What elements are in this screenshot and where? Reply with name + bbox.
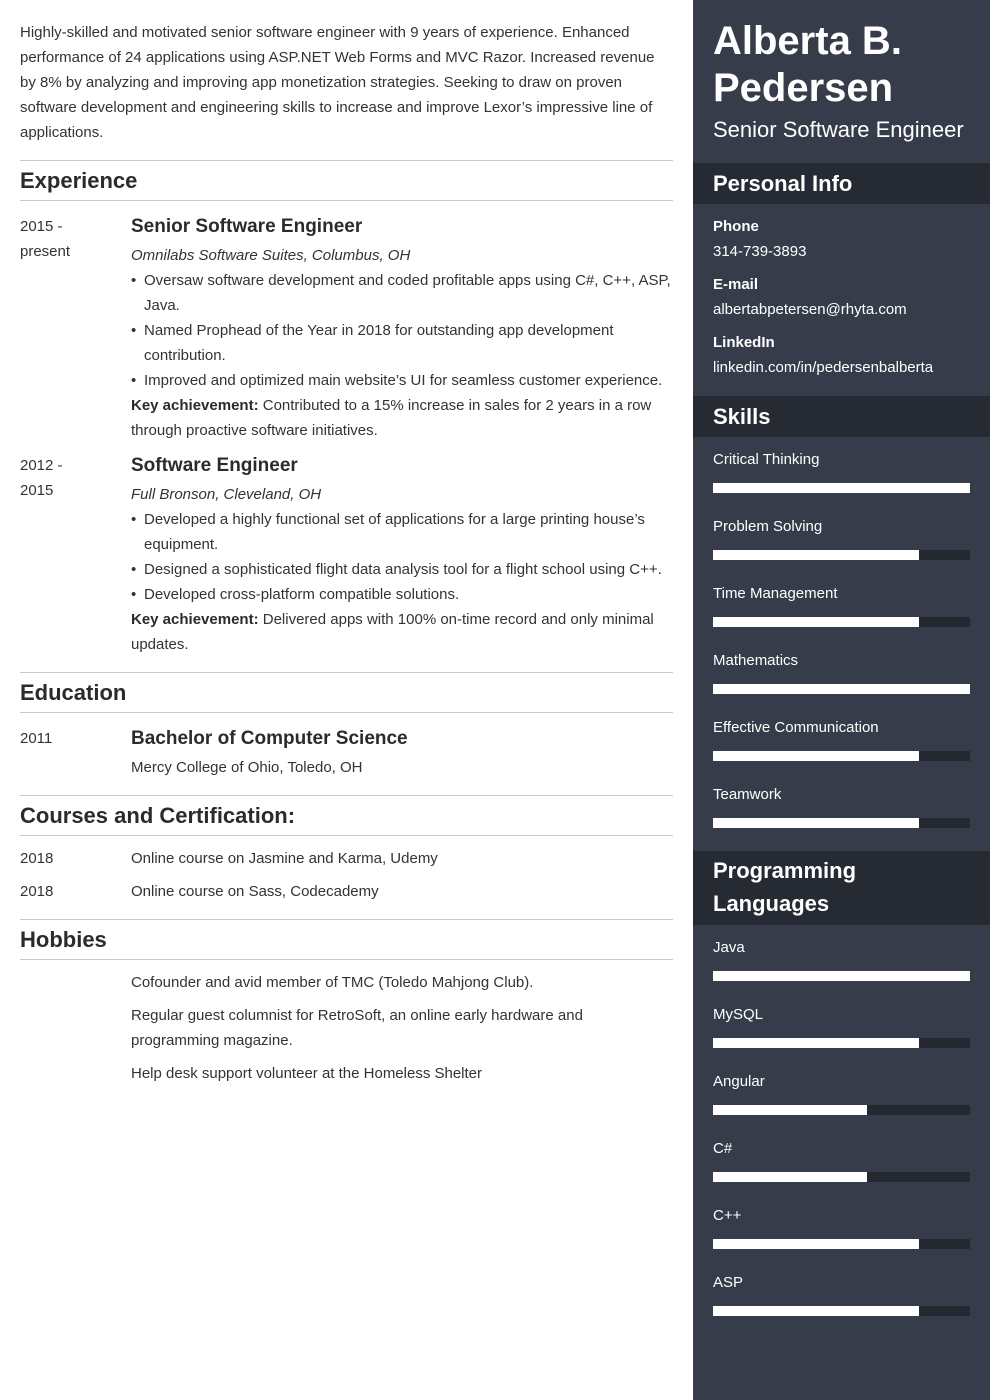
- experience-heading: Experience: [20, 160, 673, 201]
- skill-item: [693, 651, 990, 694]
- language-name: C++: [713, 1207, 742, 1224]
- language-bar-fill: [713, 971, 970, 981]
- language-name: MySQL: [713, 1006, 764, 1023]
- language-item: [693, 1273, 990, 1316]
- skill-item: [693, 517, 990, 560]
- name-line: Pedersen: [713, 66, 894, 110]
- skill-item: [693, 584, 990, 627]
- duty-item: • Improved and optimized main website’s UI for seamless customer experience.: [131, 368, 673, 393]
- summary-text: Highly-skilled and motivated senior software engineer with 9 years of experience. Enhanced performance of 24 applications using ASP.NET Web Forms and MVC Razor. Increased revenue by 8% by analyzing and improving app monetization strategies. Seeking to draw on proven software development and engineering skills to increase and improve Lexor’s impressive line of applications.: [20, 24, 655, 141]
- skill-name: Teamwork: [713, 786, 782, 803]
- skill-item: [693, 785, 990, 828]
- company-name: Omnilabs Software Suites, Columbus, OH: [131, 247, 411, 264]
- date-start: 2012 -: [20, 457, 63, 474]
- full-name: [693, 0, 990, 112]
- personal-info-heading: Personal Info: [693, 163, 990, 204]
- achievement-text: Contributed to a 15% increase in sales for 2 years in a row through proactive software initiatives.: [131, 397, 652, 439]
- company-name: Full Bronson, Cleveland, OH: [131, 486, 322, 503]
- heading-line: Languages: [713, 891, 830, 916]
- courses-heading: Courses and Certification:: [20, 795, 673, 836]
- language-item: [693, 1005, 990, 1048]
- heading-line: Programming: [713, 858, 857, 883]
- skill-bar: [713, 684, 970, 694]
- experience-entry: [20, 453, 673, 657]
- education-heading: Education: [20, 672, 673, 713]
- language-name: ASP: [713, 1274, 744, 1291]
- course-year: 2018: [20, 883, 54, 900]
- skill-name: Mathematics: [713, 652, 799, 669]
- duty-item: • Developed cross-platform compatible solutions.: [131, 582, 673, 607]
- language-name: C#: [713, 1140, 733, 1157]
- language-name: Angular: [713, 1073, 765, 1090]
- skill-bar: [713, 483, 970, 493]
- course-entry: [20, 846, 673, 871]
- skill-item: [693, 450, 990, 493]
- duties-list: [131, 268, 673, 393]
- hobby-item: Cofounder and avid member of TMC (Toledo Mahjong Club).: [131, 974, 534, 991]
- date-end: 2015: [20, 482, 54, 499]
- skill-bar: [713, 818, 970, 828]
- skills-list: [693, 437, 990, 851]
- experience-dates: [20, 453, 131, 657]
- key-achievement: [131, 393, 673, 443]
- job-title: Senior Software Engineer: [131, 216, 363, 237]
- language-bar: [713, 1172, 970, 1182]
- skill-bar: [713, 617, 970, 627]
- job-title: Software Engineer: [131, 455, 298, 476]
- hobby-item: Help desk support volunteer at the Homeless Shelter: [131, 1065, 483, 1082]
- language-bar: [713, 1306, 970, 1316]
- phone-label: Phone: [713, 218, 759, 235]
- skill-bar: [713, 550, 970, 560]
- language-bar-fill: [713, 1306, 919, 1316]
- skill-bar: [713, 751, 970, 761]
- date-end: present: [20, 243, 71, 260]
- language-bar: [713, 1105, 970, 1115]
- achievement-label: Key achievement:: [131, 611, 259, 628]
- skill-bar-fill: [713, 617, 919, 627]
- languages-list: [693, 925, 990, 1316]
- skill-name: Time Management: [713, 585, 838, 602]
- language-item: [693, 1072, 990, 1115]
- duty-item: • Developed a highly functional set of applications for a large printing house’s equipment.: [131, 507, 673, 557]
- email-label: E-mail: [713, 276, 759, 293]
- skill-bar-fill: [713, 818, 919, 828]
- key-achievement: [131, 607, 673, 657]
- skill-bar-fill: [713, 684, 970, 694]
- achievement-text: Delivered apps with 100% on-time record and only minimal updates.: [131, 611, 654, 653]
- linkedin-label: LinkedIn: [713, 334, 775, 351]
- skill-name: Effective Communication: [713, 719, 879, 736]
- language-item: [693, 1139, 990, 1182]
- experience-dates: [20, 214, 131, 443]
- education-year: 2011: [20, 730, 53, 747]
- course-text: Online course on Jasmine and Karma, Udemy: [131, 850, 438, 867]
- personal-info: [693, 204, 990, 378]
- skill-name: Critical Thinking: [713, 451, 820, 468]
- language-bar: [713, 1038, 970, 1048]
- language-item: [693, 1206, 990, 1249]
- experience-entry: [20, 214, 673, 443]
- skill-bar-fill: [713, 483, 970, 493]
- date-start: 2015 -: [20, 218, 63, 235]
- sidebar: [693, 0, 990, 1400]
- skill-bar-fill: [713, 550, 919, 560]
- achievement-label: Key achievement:: [131, 397, 259, 414]
- skills-heading: Skills: [693, 396, 990, 437]
- phone-value: 314-739-3893: [713, 243, 807, 260]
- name-line: Alberta B.: [713, 19, 902, 63]
- email-value: albertabpetersen@rhyta.com: [713, 301, 907, 318]
- languages-heading: [693, 851, 990, 925]
- language-name: Java: [713, 939, 745, 956]
- school-name: Mercy College of Ohio, Toledo, OH: [131, 759, 363, 776]
- hobbies-heading: Hobbies: [20, 919, 673, 960]
- language-bar: [713, 1239, 970, 1249]
- language-bar-fill: [713, 1239, 919, 1249]
- duties-list: [131, 507, 673, 607]
- degree-title: Bachelor of Computer Science: [131, 728, 408, 749]
- duty-item: • Designed a sophisticated flight data analysis tool for a flight school using C++.: [131, 557, 673, 582]
- course-year: 2018: [20, 850, 54, 867]
- skill-name: Problem Solving: [713, 518, 823, 535]
- language-bar: [713, 971, 970, 981]
- course-entry: [20, 879, 673, 904]
- language-bar-fill: [713, 1172, 867, 1182]
- education-entry: [20, 726, 673, 780]
- duty-item: • Oversaw software development and coded profitable apps using C#, C++, ASP, Java.: [131, 268, 673, 318]
- linkedin-value: linkedin.com/in/pedersenbalberta: [713, 359, 934, 376]
- skill-bar-fill: [713, 751, 919, 761]
- duty-item: • Named Prophead of the Year in 2018 for outstanding app development contribution.: [131, 318, 673, 368]
- course-text: Online course on Sass, Codecademy: [131, 883, 379, 900]
- language-bar-fill: [713, 1105, 867, 1115]
- job-role: Senior Software Engineer: [713, 117, 964, 142]
- language-item: [693, 938, 990, 981]
- hobby-item: Regular guest columnist for RetroSoft, an online early hardware and programming magazine.: [131, 1007, 583, 1049]
- language-bar-fill: [713, 1038, 919, 1048]
- skill-item: [693, 718, 990, 761]
